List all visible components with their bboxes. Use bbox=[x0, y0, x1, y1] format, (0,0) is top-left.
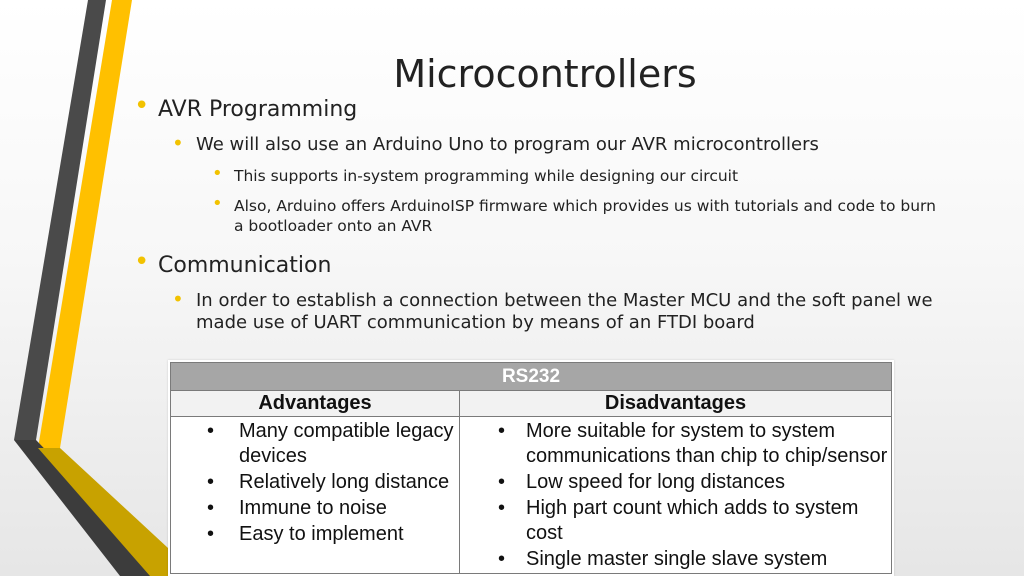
bullet-text: Communication bbox=[158, 253, 332, 278]
bullet-dot: • bbox=[212, 163, 223, 184]
bullet-text: AVR Programming bbox=[158, 97, 358, 122]
list-item: • Low speed for long distances bbox=[498, 471, 786, 493]
rs232-table bbox=[170, 362, 892, 574]
list-item: • Easy to implement bbox=[207, 523, 404, 545]
column-header-advantages: Advantages bbox=[171, 391, 460, 417]
bullet-uart bbox=[130, 287, 960, 334]
slide-title: Microcontrollers bbox=[393, 52, 697, 96]
bullet-text: In order to establish a connection between the Master MCU and the soft panel we made use of UART communication by means of an FTDI board bbox=[196, 290, 933, 333]
bullet-list bbox=[130, 91, 960, 334]
bullet-isp bbox=[130, 163, 960, 186]
bullet-dot: • bbox=[212, 193, 223, 214]
bullet-communication bbox=[130, 247, 960, 280]
bullet-dot: • bbox=[172, 131, 184, 155]
bullet-dot: • bbox=[134, 247, 150, 277]
bullet-arduinoisp bbox=[130, 193, 960, 236]
table-header: RS232 bbox=[171, 363, 892, 391]
list-item: • High part count which adds to system cost bbox=[498, 497, 859, 544]
gold-wedge bbox=[38, 448, 168, 576]
list-item: • Single master single slave system bbox=[498, 548, 828, 570]
bullet-text: This supports in-system programming while designing our circuit bbox=[234, 167, 739, 185]
list-item: • Relatively long distance bbox=[207, 471, 450, 493]
bullet-text: Also, Arduino offers ArduinoISP firmware which provides us with tutorials and code to burn a bootloader onto an AVR bbox=[234, 197, 936, 235]
advantages-cell bbox=[171, 417, 460, 574]
disadvantages-cell bbox=[460, 417, 892, 574]
list-item: • Immune to noise bbox=[207, 497, 387, 519]
bullet-avr-programming bbox=[130, 91, 960, 124]
rs232-table-image bbox=[168, 360, 894, 576]
list-item: • Many compatible legacy devices bbox=[207, 420, 454, 467]
bullet-dot: • bbox=[134, 91, 150, 121]
column-header-disadvantages: Disadvantages bbox=[460, 391, 892, 417]
bullet-arduino-uno bbox=[130, 131, 960, 156]
bullet-text: We will also use an Arduino Uno to program our AVR microcontrollers bbox=[196, 134, 819, 155]
list-item: • More suitable for system to system communications than chip to chip/sensor bbox=[498, 420, 888, 467]
bullet-dot: • bbox=[172, 287, 184, 311]
